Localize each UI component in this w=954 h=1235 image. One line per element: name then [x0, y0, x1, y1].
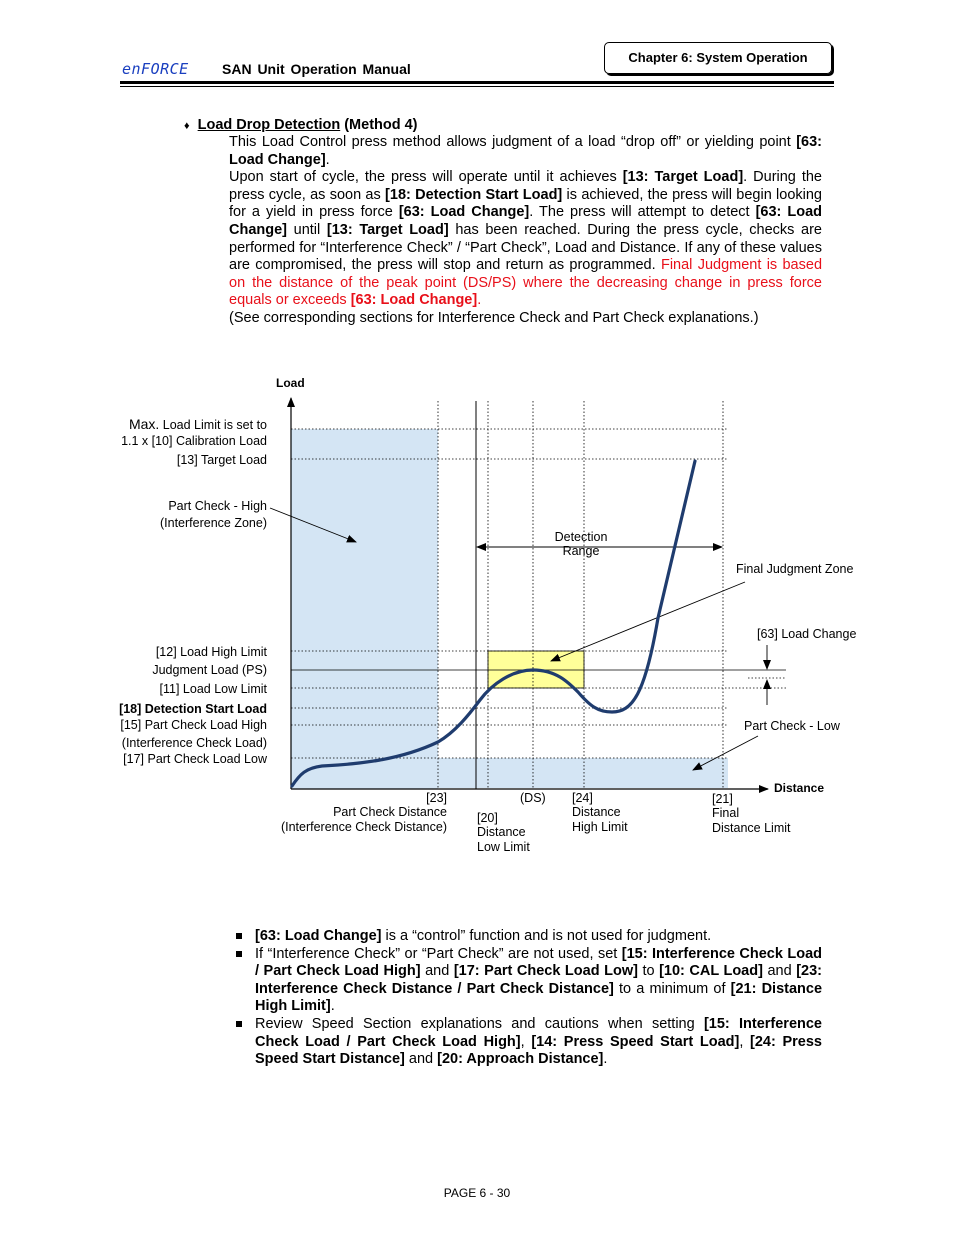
x21-label: Final [712, 806, 740, 820]
max-load-label: Max. Load Limit is set to [128, 416, 267, 432]
x23-sub-label: (Interference Check Distance) [280, 820, 447, 834]
square-bullet-icon [236, 951, 242, 957]
ds-label: (DS) [520, 791, 546, 805]
note-item: Review Speed Section explanations and cautions when setting [15: Interference Check Load / Part Check Load High], [14: Press Speed Start Load], [24: Press Speed Start Distance] and [20: Approach Distance]. [234, 1016, 822, 1069]
note-item: [63: Load Change] is a “control” function and is not used for judgment. [234, 928, 822, 946]
detection-range-label-2: Range [562, 544, 600, 558]
diamond-bullet-icon: ♦ [184, 120, 190, 132]
load-distance-diagram [0, 360, 954, 880]
interference-zone [291, 429, 438, 789]
square-bullet-icon [236, 1021, 242, 1027]
x24-code: [24] [572, 791, 593, 805]
final-judgment-zone-label: Final Judgment Zone [736, 562, 854, 576]
x21-code: [21] [712, 792, 733, 806]
section-link[interactable]: Load Drop Detection [197, 117, 341, 133]
detection-range-label-1: Detection [554, 530, 608, 544]
brand-logo: enFORCE [122, 60, 189, 78]
section-method: (Method 4) [344, 117, 418, 133]
interference-check-load-label: (Interference Check Load) [121, 736, 267, 750]
detection-start-load-label: [18] Detection Start Load [119, 702, 267, 716]
section-heading [184, 117, 418, 133]
x20-code: [20] [477, 811, 498, 825]
paragraph-1: This Load Control press method allows judgment of a load “drop off” or yielding point [63: Load Change]. [229, 134, 822, 168]
part-check-low-label: Part Check - Low [744, 719, 840, 733]
header-rule [120, 81, 834, 84]
target-load-label: [13] Target Load [176, 453, 267, 467]
part-check-low-zone [438, 758, 728, 788]
notes-list [234, 928, 822, 1069]
load-low-limit-label: [11] Load Low Limit [159, 682, 267, 696]
part-check-high-label: Part Check - High [168, 499, 267, 513]
section-body [229, 134, 822, 328]
page-number: PAGE 6 - 30 [443, 1186, 511, 1200]
x20-label: Distance [477, 825, 526, 839]
x23-code: [23] [426, 791, 447, 805]
square-bullet-icon [236, 933, 242, 939]
x23-label: Part Check Distance [333, 805, 447, 819]
paragraph-3: (See corresponding sections for Interference Check and Part Check explanations.) [229, 309, 759, 326]
x20-sub-label: Low Limit [477, 840, 530, 854]
load-change-label: [63] Load Change [757, 627, 857, 641]
part-check-load-high-label: [15] Part Check Load High [120, 718, 267, 732]
x24-sub-label: High Limit [572, 820, 628, 834]
judgment-load-label: Judgment Load (PS) [152, 663, 267, 677]
manual-title: SAN Unit Operation Manual [222, 61, 411, 77]
x-axis-label: Distance [774, 781, 825, 795]
x24-label: Distance [572, 805, 621, 819]
part-check-load-low-label: [17] Part Check Load Low [123, 752, 267, 766]
y-axis-label: Load [276, 376, 305, 390]
interference-zone-label: (Interference Zone) [160, 516, 267, 530]
paragraph-2: Upon start of cycle, the press will operate until it achieves [13: Target Load]. During the press cycle, as soon as [18: Detection Start Load] is achieved, the press will begin looking for a yield in press force [63: Load Change]. The press will attempt to detect [63: Load Change] until [13: Target Load] has been reached. During the press cycle, checks are performed for “Interference Check” / “Part Check”, Load and Distance. If any of these values are compromised, the press will stop and return as programmed. Final Judgment is based on the distance of the peak point (DS/PS) where the decreasing change in press force equals or exceeds [63: Load Change]. [229, 169, 823, 309]
chapter-badge: Chapter 6: System Operation [604, 42, 832, 74]
final-judgment-pointer [551, 582, 745, 661]
note-item: If “Interference Check” or “Part Check” are not used, set [15: Interference Check Load / Part Check Load High] and [17: Part Check Load Low] to [10: CAL Load] and [23: Interference Check Distance / Part Check Distance] to a minimum of [21: Distance High Limit]. [234, 946, 822, 1016]
x21-sub-label: Distance Limit [712, 821, 791, 835]
header-rule-thin [120, 86, 834, 87]
load-high-limit-label: [12] Load High Limit [155, 645, 267, 659]
calibration-load-label: 1.1 x [10] Calibration Load [121, 434, 267, 448]
